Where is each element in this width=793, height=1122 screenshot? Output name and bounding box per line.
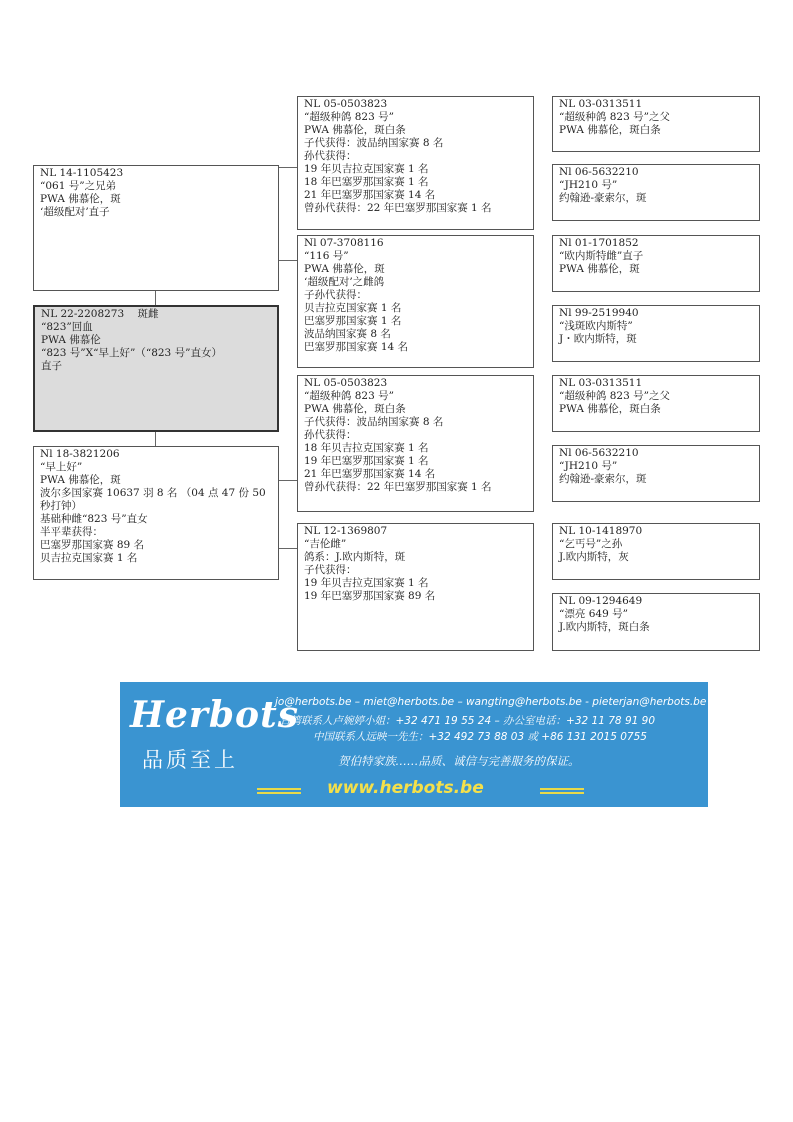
dam-ring: Nl 18-3821206 [40, 448, 120, 460]
sire-name: “061 号”之兄弟 [40, 180, 117, 192]
connector-sire-siresire [278, 167, 297, 168]
dam-sire-line: 曾孙代获得：22 年巴塞罗那国家赛 1 名 [304, 481, 492, 493]
ggp-line: J.欧内斯特，斑白条 [559, 621, 650, 633]
pedigree-sire-dam-box [297, 235, 534, 368]
ggp-line: “乞丐号”之孙 [559, 538, 623, 550]
dam-result-1: 波尔多国家赛 10637 羽 8 名 （04 点 47 份 50 [40, 487, 266, 499]
pedigree-dam-box [33, 446, 279, 580]
dam-sire-line: 18 年贝吉拉克国家赛 1 名 [304, 442, 429, 454]
ggp-line: 约翰逊-豪索尔，斑 [559, 192, 647, 204]
dam-dam-line: 19 年巴塞罗那国家赛 89 名 [304, 590, 436, 602]
dam-sibling-result-2: 贝吉拉克国家赛 1 名 [40, 552, 138, 564]
sire-ring: NL 14-1105423 [40, 167, 124, 179]
sire-dam-line: Nl 07-3708116 [304, 237, 384, 249]
ggp-line: “浅斑欧内斯特” [559, 320, 633, 332]
ggp-line: Nl 06-5632210 [559, 166, 639, 178]
pedigree-ggp-box-1 [552, 96, 760, 152]
subject-breeder: PWA 佛慕伦 [41, 334, 101, 346]
dam-sire-line: “超级种鸽 823 号” [304, 390, 394, 402]
connector-dam-damdam [278, 548, 297, 549]
dam-dam-line: 19 年贝吉拉克国家赛 1 名 [304, 577, 429, 589]
dam-sire-line: PWA 佛慕伦，斑白条 [304, 403, 406, 415]
pedigree-ggp-box-2 [552, 164, 760, 221]
ggp-line: NL 09-1294649 [559, 595, 643, 607]
ggp-line: 约翰逊-豪索尔，斑 [559, 473, 647, 485]
dam-dam-line: 鸽系：J.欧内斯特，斑 [304, 551, 406, 563]
sire-dam-line: 子孙代获得： [304, 289, 367, 301]
subject-note: 直子 [41, 360, 62, 372]
ggp-line: “欧内斯特雌”直子 [559, 250, 644, 262]
dam-result-1-cont: 秒打钟） [40, 500, 82, 512]
subject-name: “823”回血 [41, 321, 93, 333]
herbots-logo: Herbots [130, 694, 299, 736]
dam-dam-line: “吉伦雌” [304, 538, 347, 550]
sire-dam-line: 波品纳国家赛 8 名 [304, 328, 391, 340]
sire-sire-line: “超级种鸽 823 号” [304, 111, 394, 123]
ggp-line: J・欧内斯特，斑 [559, 333, 637, 345]
dam-sire-line: 21 年巴塞罗那国家赛 14 名 [304, 468, 436, 480]
pedigree-ggp-box-7 [552, 523, 760, 580]
herbots-banner [120, 682, 708, 807]
sire-dam-line: “116 号” [304, 250, 349, 262]
dam-sire-line: 子代获得：波品纳国家赛 8 名 [304, 416, 444, 428]
dam-dam-line: 子代获得： [304, 564, 357, 576]
sire-dam-line: ‘超级配对’之雌鸽 [304, 276, 385, 288]
dam-dam-line: NL 12-1369807 [304, 525, 388, 537]
sire-sire-line: 子代获得：波品纳国家赛 8 名 [304, 137, 444, 149]
ggp-line: Nl 99-2519940 [559, 307, 639, 319]
pedigree-ggp-box-6 [552, 445, 760, 502]
ggp-line: J.欧内斯特，灰 [559, 551, 629, 563]
connector-subject-dam [155, 432, 156, 446]
sire-sire-line: 曾孙代获得：22 年巴塞罗那国家赛 1 名 [304, 202, 492, 214]
sire-sire-line: 21 年巴塞罗那国家赛 14 名 [304, 189, 436, 201]
sire-sire-line: 18 年巴塞罗那国家赛 1 名 [304, 176, 429, 188]
pedigree-ggp-box-5 [552, 375, 760, 432]
connector-sire-siredam [278, 260, 297, 261]
ggp-line: “超级种鸽 823 号”之父 [559, 390, 670, 402]
banner-guarantee: 贺伯特家族……品质、诚信与完善服务的保证。 [338, 754, 580, 768]
sire-sire-line: 孙代获得： [304, 150, 357, 162]
dam-sire-line: 孙代获得： [304, 429, 357, 441]
sire-sire-line: PWA 佛慕伦，斑白条 [304, 124, 406, 136]
pedigree-sire-sire-box [297, 96, 534, 230]
dam-name: “早上好” [40, 461, 83, 473]
ggp-line: PWA 佛慕伦，斑白条 [559, 403, 661, 415]
dam-breeder: PWA 佛慕伦，斑 [40, 474, 121, 486]
banner-taiwan-contact: 台湾联系人卢婉婷小姐：+32 471 19 55 24 – 办公室电话：+32 11 78 91 90 [280, 715, 656, 727]
dam-sire-line: 19 年巴塞罗那国家赛 1 名 [304, 455, 429, 467]
sire-dam-line: 贝吉拉克国家赛 1 名 [304, 302, 402, 314]
connector-dam-damsire [278, 480, 297, 481]
subject-parents: “823 号”X“早上好”（“823 号”直女） [41, 347, 222, 359]
ggp-line: NL 10-1418970 [559, 525, 643, 537]
pedigree-ggp-box-8 [552, 593, 760, 651]
sire-sire-line: NL 05-0503823 [304, 98, 388, 110]
pedigree-subject-box [33, 305, 279, 432]
pedigree-dam-dam-box [297, 523, 534, 651]
pedigree-sire-box [33, 165, 279, 291]
ggp-line: NL 03-0313511 [559, 98, 643, 110]
pedigree-dam-sire-box [297, 375, 534, 512]
ggp-line: “JH210 号” [559, 460, 618, 472]
sire-dam-line: PWA 佛慕伦，斑 [304, 263, 385, 275]
connector-sire-subject [155, 290, 156, 305]
ggp-line: PWA 佛慕伦，斑 [559, 263, 640, 275]
pedigree-ggp-box-4 [552, 305, 760, 362]
ggp-line: NL 03-0313511 [559, 377, 643, 389]
ggp-line: “超级种鸽 823 号”之父 [559, 111, 670, 123]
sire-dam-line: 巴塞罗那国家赛 14 名 [304, 341, 409, 353]
dam-sibling-result-1: 巴塞罗那国家赛 89 名 [40, 539, 145, 551]
sire-breeder: PWA 佛慕伦，斑 [40, 193, 121, 205]
banner-china-contact: 中国联系人远映一先生：+32 492 73 88 03 或 +86 131 2015 0755 [313, 731, 647, 743]
pedigree-ggp-box-3 [552, 235, 760, 292]
banner-emails[interactable]: jo@herbots.be – miet@herbots.be – wangting@herbots.be - pieterjan@herbots.be [275, 696, 707, 708]
banner-website-link[interactable]: www.herbots.be [327, 778, 484, 798]
ggp-line: “JH210 号” [559, 179, 618, 191]
ggp-line: Nl 06-5632210 [559, 447, 639, 459]
banner-divider-left [257, 788, 301, 790]
banner-divider-right [540, 788, 584, 790]
dam-sire-line: NL 05-0503823 [304, 377, 388, 389]
dam-note: 基础种雌“823 号”直女 [40, 513, 148, 525]
ggp-line: PWA 佛慕伦，斑白条 [559, 124, 661, 136]
ggp-line: “漂亮 649 号” [559, 608, 628, 620]
banner-slogan: 品质至上 [142, 748, 238, 772]
subject-ring: NL 22-2208273 斑雌 [41, 308, 159, 320]
sire-dam-line: 巴塞罗那国家赛 1 名 [304, 315, 402, 327]
sire-sire-line: 19 年贝吉拉克国家赛 1 名 [304, 163, 429, 175]
ggp-line: Nl 01-1701852 [559, 237, 639, 249]
sire-note: ‘超级配对’直子 [40, 206, 110, 218]
dam-siblings-label: 半平辈获得： [40, 526, 103, 538]
